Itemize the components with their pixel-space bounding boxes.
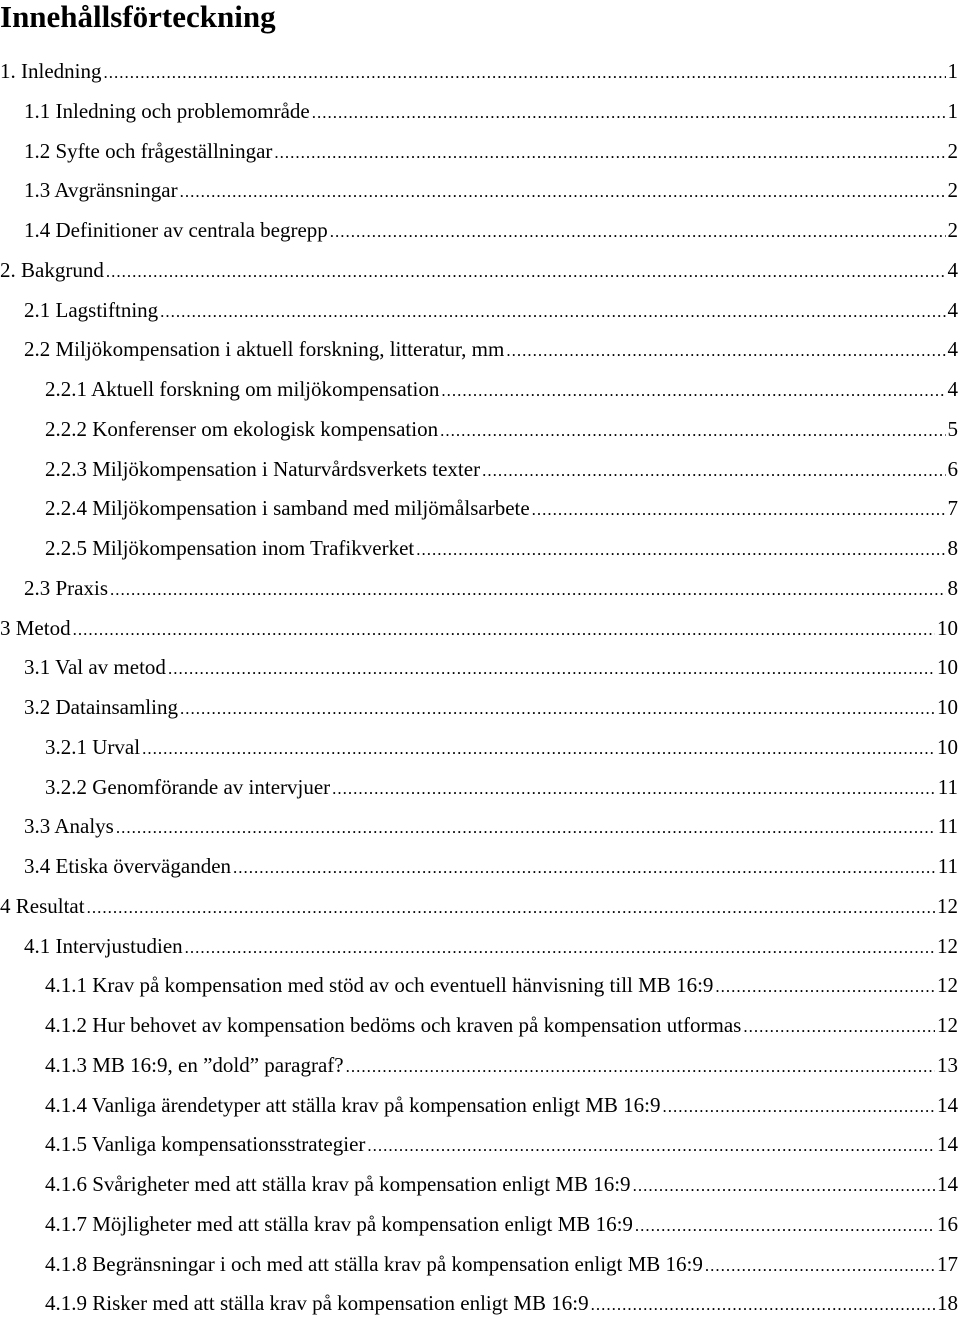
toc-entry[interactable]: [0, 489, 960, 529]
toc-entry-label: 2.1 Lagstiftning: [24, 291, 158, 331]
toc-page-number: 2: [948, 211, 960, 251]
toc-page-number: 14: [937, 1125, 960, 1165]
toc-dot-leader: [506, 331, 945, 371]
toc-entry-label: 2.2.1 Aktuell forskning om miljökompensation: [45, 370, 439, 410]
toc-entry[interactable]: [0, 1205, 960, 1245]
toc-entry[interactable]: [0, 807, 960, 847]
toc-entry-label: 1.3 Avgränsningar: [24, 171, 178, 211]
toc-dot-leader: [367, 1126, 935, 1166]
toc-page-number: 12: [937, 966, 960, 1006]
toc-dot-leader: [87, 888, 935, 928]
toc-entry-label: 3.2.1 Urval: [45, 728, 140, 768]
toc-dot-leader: [416, 530, 945, 570]
toc-entry[interactable]: [0, 52, 960, 92]
toc-page-number: 17: [937, 1245, 960, 1285]
toc-entry-label: 1. Inledning: [0, 52, 101, 92]
toc-page-number: 14: [937, 1165, 960, 1205]
toc-entry[interactable]: [0, 1046, 960, 1086]
toc-dot-leader: [441, 371, 945, 411]
toc-entry-label: 4.1.2 Hur behovet av kompensation bedöms och kraven på kompensation utformas: [45, 1006, 741, 1046]
toc-page-number: 14: [937, 1086, 960, 1126]
toc-entry[interactable]: [0, 92, 960, 132]
toc-entry[interactable]: [0, 211, 960, 251]
toc-entry-label: 4.1.9 Risker med att ställa krav på kompensation enligt MB 16:9: [45, 1284, 589, 1324]
toc-entry-label: 4.1.1 Krav på kompensation med stöd av och eventuell hänvisning till MB 16:9: [45, 966, 713, 1006]
table-of-contents: [0, 52, 960, 1324]
toc-entry[interactable]: [0, 768, 960, 808]
toc-entry[interactable]: [0, 927, 960, 967]
toc-page-number: 10: [937, 609, 960, 649]
toc-entry[interactable]: [0, 450, 960, 490]
toc-entry-label: 3.3 Analys: [24, 807, 114, 847]
toc-dot-leader: [715, 967, 935, 1007]
toc-dot-leader: [332, 769, 936, 809]
toc-entry[interactable]: [0, 171, 960, 211]
toc-entry[interactable]: [0, 887, 960, 927]
toc-entry[interactable]: [0, 291, 960, 331]
toc-dot-leader: [635, 1206, 935, 1246]
toc-page-number: 5: [948, 410, 960, 450]
toc-entry-label: 4 Resultat: [0, 887, 85, 927]
toc-entry[interactable]: [0, 728, 960, 768]
toc-dot-leader: [482, 451, 945, 491]
toc-entry[interactable]: [0, 847, 960, 887]
toc-entry[interactable]: [0, 330, 960, 370]
toc-dot-leader: [116, 808, 936, 848]
toc-dot-leader: [180, 172, 946, 212]
toc-page-number: 11: [938, 768, 960, 808]
toc-entry-label: 4.1.6 Svårigheter med att ställa krav på kompensation enligt MB 16:9: [45, 1165, 631, 1205]
toc-dot-leader: [168, 649, 935, 689]
toc-entry[interactable]: [0, 1125, 960, 1165]
toc-page-number: 11: [938, 847, 960, 887]
toc-page-number: 8: [948, 569, 960, 609]
toc-entry[interactable]: [0, 251, 960, 291]
toc-page-number: 4: [948, 251, 960, 291]
toc-dot-leader: [142, 729, 935, 769]
toc-dot-leader: [532, 490, 946, 530]
toc-page-number: 12: [937, 887, 960, 927]
toc-entry-label: 2.2.5 Miljökompensation inom Trafikverket: [45, 529, 414, 569]
toc-entry-label: 4.1.8 Begränsningar i och med att ställa krav på kompensation enligt MB 16:9: [45, 1245, 703, 1285]
toc-page-number: 11: [938, 807, 960, 847]
toc-page-number: 4: [948, 291, 960, 331]
toc-page-number: 4: [948, 370, 960, 410]
toc-entry-label: 2.3 Praxis: [24, 569, 108, 609]
toc-page-number: 12: [937, 1006, 960, 1046]
toc-dot-leader: [73, 610, 935, 650]
toc-entry[interactable]: [0, 1165, 960, 1205]
toc-entry-label: 3 Metod: [0, 609, 71, 649]
toc-entry-label: 1.2 Syfte och frågeställningar: [24, 132, 272, 172]
toc-page-number: 2: [948, 132, 960, 172]
toc-dot-leader: [110, 570, 946, 610]
toc-page-number: 13: [937, 1046, 960, 1086]
toc-entry[interactable]: [0, 529, 960, 569]
toc-dot-leader: [185, 928, 935, 968]
toc-page-number: 8: [948, 529, 960, 569]
toc-entry-label: 4.1.5 Vanliga kompensationsstrategier: [45, 1125, 365, 1165]
toc-page-number: 10: [937, 728, 960, 768]
toc-page-number: 12: [937, 927, 960, 967]
toc-dot-leader: [633, 1166, 935, 1206]
toc-page-number: 18: [937, 1284, 960, 1324]
toc-entry[interactable]: [0, 569, 960, 609]
toc-entry[interactable]: [0, 609, 960, 649]
toc-entry-label: 2.2.2 Konferenser om ekologisk kompensation: [45, 410, 438, 450]
toc-entry[interactable]: [0, 1006, 960, 1046]
toc-page-number: 4: [948, 330, 960, 370]
toc-entry[interactable]: [0, 648, 960, 688]
toc-dot-leader: [591, 1285, 935, 1325]
toc-page-number: 10: [937, 648, 960, 688]
toc-page-number: 16: [937, 1205, 960, 1245]
toc-entry-label: 4.1 Intervjustudien: [24, 927, 183, 967]
toc-page-number: 7: [948, 489, 960, 529]
toc-entry-label: 2.2.4 Miljökompensation i samband med miljömålsarbete: [45, 489, 530, 529]
toc-dot-leader: [743, 1007, 935, 1047]
toc-dot-leader: [662, 1087, 935, 1127]
toc-dot-leader: [274, 133, 945, 173]
toc-dot-leader: [705, 1246, 935, 1286]
toc-page-number: 6: [948, 450, 960, 490]
toc-dot-leader: [233, 848, 936, 888]
toc-page-number: 1: [948, 52, 960, 92]
toc-page-number: 1: [948, 92, 960, 132]
toc-dot-leader: [312, 93, 946, 133]
toc-entry[interactable]: [0, 966, 960, 1006]
toc-entry-label: 4.1.3 MB 16:9, en ”dold” paragraf?: [45, 1046, 344, 1086]
toc-dot-leader: [106, 252, 946, 292]
toc-dot-leader: [346, 1047, 935, 1087]
toc-dot-leader: [440, 411, 945, 451]
toc-entry-label: 4.1.4 Vanliga ärendetyper att ställa krav på kompensation enligt MB 16:9: [45, 1086, 660, 1126]
toc-entry[interactable]: [0, 370, 960, 410]
toc-entry[interactable]: [0, 688, 960, 728]
toc-dot-leader: [160, 292, 945, 332]
toc-entry-label: 3.2 Datainsamling: [24, 688, 178, 728]
toc-entry-label: 3.1 Val av metod: [24, 648, 166, 688]
toc-entry[interactable]: [0, 410, 960, 450]
toc-entry[interactable]: [0, 1284, 960, 1324]
toc-entry[interactable]: [0, 132, 960, 172]
toc-entry-label: 3.2.2 Genomförande av intervjuer: [45, 768, 330, 808]
toc-entry-label: 2.2.3 Miljökompensation i Naturvårdsverkets texter: [45, 450, 480, 490]
toc-entry-label: 3.4 Etiska överväganden: [24, 847, 231, 887]
toc-entry-label: 1.4 Definitioner av centrala begrepp: [24, 211, 328, 251]
toc-entry-label: 2.2 Miljökompensation i aktuell forskning, litteratur, mm: [24, 330, 504, 370]
toc-page-number: 2: [948, 171, 960, 211]
toc-entry-label: 4.1.7 Möjligheter med att ställa krav på kompensation enligt MB 16:9: [45, 1205, 633, 1245]
toc-page-number: 10: [937, 688, 960, 728]
toc-dot-leader: [103, 53, 945, 93]
toc-entry-label: 2. Bakgrund: [0, 251, 104, 291]
toc-entry[interactable]: [0, 1086, 960, 1126]
toc-title: Innehållsförteckning: [0, 0, 276, 34]
toc-dot-leader: [180, 689, 935, 729]
toc-entry[interactable]: [0, 1245, 960, 1285]
toc-dot-leader: [330, 212, 946, 252]
toc-entry-label: 1.1 Inledning och problemområde: [24, 92, 310, 132]
